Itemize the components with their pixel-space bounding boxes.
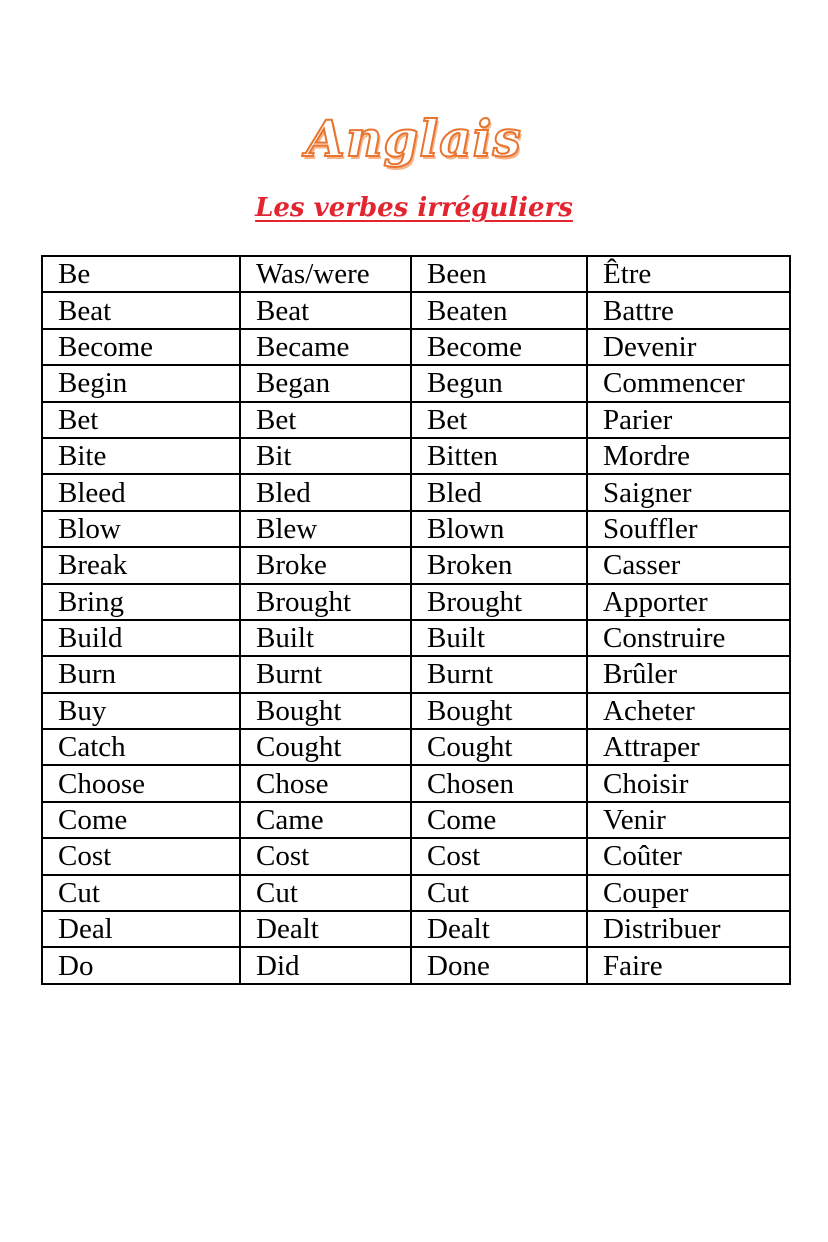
preterit-cell: Burnt (240, 656, 411, 692)
infinitive-cell: Cut (42, 875, 240, 911)
table-row (42, 438, 790, 474)
past-participle-cell: Cost (411, 838, 587, 874)
translation-cell: Construire (587, 620, 790, 656)
translation-cell: Coûter (587, 838, 790, 874)
table-row (42, 547, 790, 583)
preterit-cell: Cut (240, 875, 411, 911)
past-participle-cell: Burnt (411, 656, 587, 692)
past-participle-cell: Cut (411, 875, 587, 911)
translation-cell: Être (587, 256, 790, 292)
infinitive-cell: Break (42, 547, 240, 583)
irregular-verbs-table (41, 255, 791, 985)
translation-cell: Saigner (587, 474, 790, 510)
table-row (42, 329, 790, 365)
preterit-cell: Broke (240, 547, 411, 583)
translation-cell: Venir (587, 802, 790, 838)
translation-cell: Couper (587, 875, 790, 911)
infinitive-cell: Deal (42, 911, 240, 947)
past-participle-cell: Chosen (411, 765, 587, 801)
infinitive-cell: Bleed (42, 474, 240, 510)
translation-cell: Devenir (587, 329, 790, 365)
preterit-cell: Blew (240, 511, 411, 547)
translation-cell: Apporter (587, 584, 790, 620)
preterit-cell: Built (240, 620, 411, 656)
translation-cell: Casser (587, 547, 790, 583)
translation-cell: Acheter (587, 693, 790, 729)
past-participle-cell: Become (411, 329, 587, 365)
table-row (42, 765, 790, 801)
infinitive-cell: Do (42, 947, 240, 983)
infinitive-cell: Become (42, 329, 240, 365)
verbs-table-body (42, 256, 790, 984)
infinitive-cell: Buy (42, 693, 240, 729)
table-row (42, 911, 790, 947)
page-subtitle: Les verbes irréguliers (255, 193, 573, 223)
infinitive-cell: Be (42, 256, 240, 292)
page-title: Anglais (306, 109, 522, 168)
preterit-cell: Beat (240, 292, 411, 328)
table-row (42, 693, 790, 729)
infinitive-cell: Cost (42, 838, 240, 874)
past-participle-cell: Cought (411, 729, 587, 765)
table-row (42, 875, 790, 911)
preterit-cell: Cought (240, 729, 411, 765)
translation-cell: Mordre (587, 438, 790, 474)
preterit-cell: Bled (240, 474, 411, 510)
translation-cell: Faire (587, 947, 790, 983)
past-participle-cell: Begun (411, 365, 587, 401)
table-row (42, 292, 790, 328)
table-row (42, 729, 790, 765)
table-row (42, 947, 790, 983)
past-participle-cell: Built (411, 620, 587, 656)
past-participle-cell: Blown (411, 511, 587, 547)
infinitive-cell: Blow (42, 511, 240, 547)
past-participle-cell: Broken (411, 547, 587, 583)
infinitive-cell: Come (42, 802, 240, 838)
preterit-cell: Became (240, 329, 411, 365)
preterit-cell: Brought (240, 584, 411, 620)
preterit-cell: Did (240, 947, 411, 983)
preterit-cell: Dealt (240, 911, 411, 947)
translation-cell: Distribuer (587, 911, 790, 947)
infinitive-cell: Choose (42, 765, 240, 801)
preterit-cell: Bet (240, 402, 411, 438)
past-participle-cell: Been (411, 256, 587, 292)
preterit-cell: Cost (240, 838, 411, 874)
past-participle-cell: Bought (411, 693, 587, 729)
past-participle-cell: Come (411, 802, 587, 838)
table-row (42, 256, 790, 292)
past-participle-cell: Bled (411, 474, 587, 510)
table-row (42, 802, 790, 838)
past-participle-cell: Brought (411, 584, 587, 620)
table-row (42, 656, 790, 692)
infinitive-cell: Catch (42, 729, 240, 765)
past-participle-cell: Dealt (411, 911, 587, 947)
translation-cell: Battre (587, 292, 790, 328)
infinitive-cell: Bring (42, 584, 240, 620)
translation-cell: Attraper (587, 729, 790, 765)
infinitive-cell: Burn (42, 656, 240, 692)
translation-cell: Commencer (587, 365, 790, 401)
preterit-cell: Was/were (240, 256, 411, 292)
past-participle-cell: Bitten (411, 438, 587, 474)
past-participle-cell: Done (411, 947, 587, 983)
infinitive-cell: Build (42, 620, 240, 656)
table-row (42, 402, 790, 438)
table-row (42, 365, 790, 401)
infinitive-cell: Beat (42, 292, 240, 328)
table-row (42, 838, 790, 874)
table-row (42, 620, 790, 656)
past-participle-cell: Bet (411, 402, 587, 438)
preterit-cell: Bit (240, 438, 411, 474)
past-participle-cell: Beaten (411, 292, 587, 328)
infinitive-cell: Bite (42, 438, 240, 474)
translation-cell: Parier (587, 402, 790, 438)
translation-cell: Brûler (587, 656, 790, 692)
infinitive-cell: Begin (42, 365, 240, 401)
preterit-cell: Came (240, 802, 411, 838)
preterit-cell: Began (240, 365, 411, 401)
table-row (42, 474, 790, 510)
translation-cell: Choisir (587, 765, 790, 801)
translation-cell: Souffler (587, 511, 790, 547)
infinitive-cell: Bet (42, 402, 240, 438)
preterit-cell: Bought (240, 693, 411, 729)
preterit-cell: Chose (240, 765, 411, 801)
table-row (42, 511, 790, 547)
table-row (42, 584, 790, 620)
